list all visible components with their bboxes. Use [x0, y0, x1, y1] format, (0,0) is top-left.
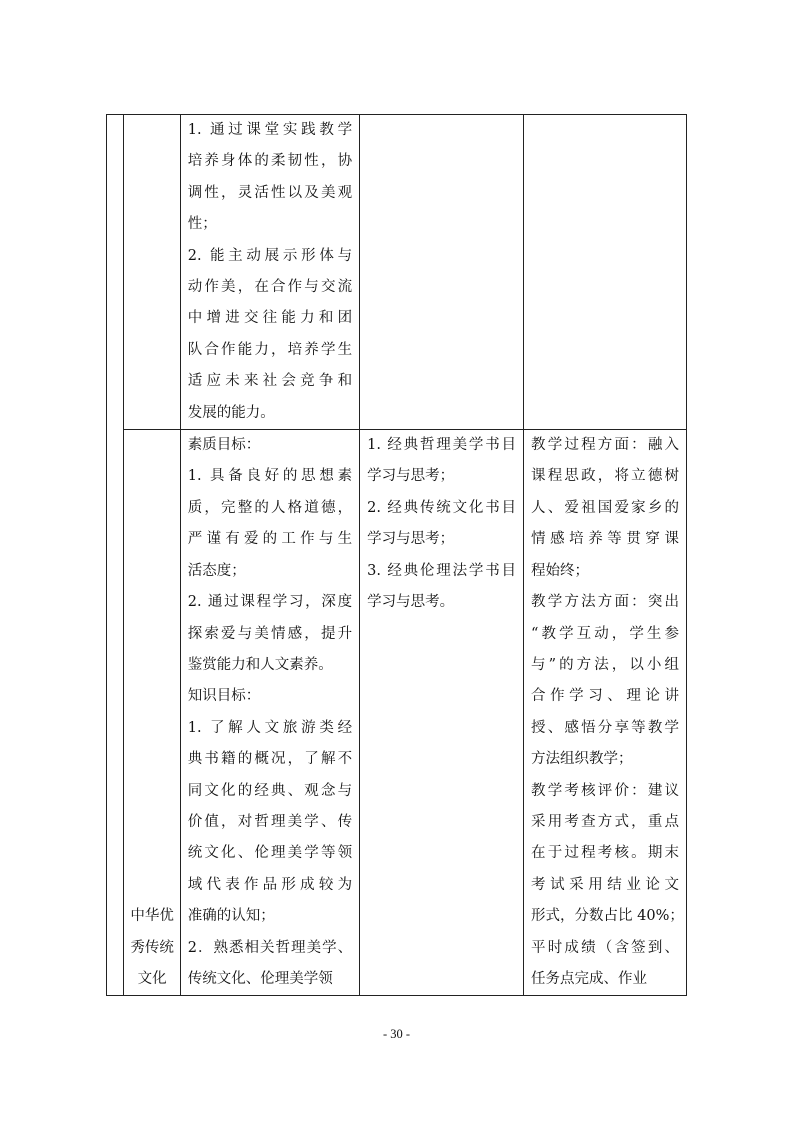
text-line: 教学过程方面：融入 [531, 437, 679, 454]
text-line: 课程思政，将立德树 [531, 468, 679, 485]
text-line: 平时成绩（含签到、 [531, 939, 679, 956]
text-line: 方法组织教学； [531, 751, 633, 768]
cell-paragraph [188, 461, 352, 587]
course-name-cell [124, 430, 180, 996]
text-line: 域代表作品形成较为 [187, 876, 353, 893]
requirements-cell [524, 430, 687, 996]
text-line: 探索爱与美情感，提升 [187, 625, 353, 642]
text-line: 价值，对哲理美学、传 [187, 813, 353, 830]
text-line: 秀传统 [130, 939, 174, 956]
text-line: 与”的方法，以小组 [531, 656, 679, 673]
text-line: 2. 通过课程学习，深度 [187, 594, 353, 611]
text-line: 学习与思考； [367, 531, 455, 548]
text-line: 中增进交往能力和团 [187, 310, 353, 327]
text-line: 2．熟悉相关哲理美学、 [187, 939, 353, 956]
text-line: 3. 经典伦理法学书目 [367, 562, 517, 579]
cell-paragraph [367, 556, 516, 619]
cell-paragraph [367, 430, 516, 493]
cell-paragraph [188, 681, 352, 712]
text-line: 质，完整的人格道德， [187, 499, 353, 516]
text-line: 发展的能力。 [187, 404, 275, 421]
text-line: 1. 经典哲理美学书目 [367, 437, 517, 454]
text-line: 准确的认知； [187, 908, 275, 925]
cell-paragraph [188, 115, 352, 241]
cell-paragraph [188, 713, 352, 933]
curriculum-table [106, 114, 687, 996]
text-line: 教学方法方面：突出 [531, 594, 679, 611]
index-cell [107, 115, 124, 996]
cell-paragraph [188, 587, 352, 681]
text-line: 鉴赏能力和人文素养。 [187, 656, 333, 673]
text-line: 统文化、伦理美学等领 [187, 845, 353, 862]
course-name-cell-empty [124, 115, 180, 430]
text-line: 传统文化、伦理美学领 [187, 970, 333, 987]
text-line: 学习与思考。 [367, 594, 455, 611]
text-line: 2. 经典传统文化书目 [367, 499, 517, 516]
text-line: 培养身体的柔韧性，协 [187, 153, 353, 170]
content-cell-empty [360, 115, 524, 430]
text-line: 文化 [137, 970, 167, 987]
text-line: 1. 通过课堂实践教学 [187, 122, 353, 138]
cell-paragraph [188, 430, 352, 461]
text-line: 1. 具备良好的思想素 [187, 468, 353, 485]
text-line: 任务点完成、作业 [531, 970, 648, 987]
text-line: 在于过程考核。期末 [531, 845, 679, 862]
table-row-1 [107, 115, 687, 430]
text-line: 人、爱祖国爱家乡的 [531, 499, 679, 516]
page-number: - 30 - [382, 1027, 411, 1041]
text-line: 典书籍的概况，了解不 [187, 751, 353, 768]
text-line: 素质目标： [187, 437, 261, 454]
text-line: 2. 能主动展示形体与 [187, 247, 353, 264]
text-line: 队合作能力，培养学生 [187, 341, 353, 358]
cell-paragraph [531, 776, 684, 996]
text-line: 中华优 [130, 908, 174, 925]
content-cell [360, 430, 524, 996]
table-row-2 [107, 430, 687, 996]
cell-paragraph [128, 901, 175, 995]
text-line: 形式，分数占比 40%； [531, 908, 684, 925]
requirements-cell-empty [524, 115, 687, 430]
text-line: 严谨有爱的工作与生 [187, 531, 353, 548]
text-line: 程始终； [531, 562, 590, 579]
goals-cell [180, 115, 359, 430]
text-line: 动作美，在合作与交流 [187, 279, 353, 296]
cell-paragraph [367, 493, 516, 556]
text-line: 调性，灵活性以及美观 [187, 184, 353, 201]
text-line: 授、感悟分享等教学 [531, 719, 679, 736]
text-line: 情感培养等贯穿课 [531, 531, 679, 548]
text-line: 适应未来社会竞争和 [187, 373, 353, 390]
text-line: 知识目标： [187, 688, 261, 705]
text-line: 学习与思考； [367, 468, 455, 485]
goals-cell [180, 430, 359, 996]
cell-paragraph [531, 587, 679, 775]
text-line: 性； [187, 216, 217, 233]
text-line: 活态度； [187, 562, 246, 579]
text-line: 同文化的经典、观念与 [187, 782, 353, 799]
text-line: 1. 了解人文旅游类经 [187, 719, 353, 736]
text-line: 采用考查方式，重点 [531, 813, 679, 830]
text-line: 教学考核评价：建议 [531, 782, 679, 799]
text-line: “教学互动，学生参 [531, 625, 679, 642]
cell-paragraph [188, 933, 352, 996]
cell-paragraph [188, 241, 352, 429]
text-line: 合作学习、理论讲 [531, 688, 679, 705]
cell-paragraph [531, 430, 679, 587]
text-line: 考试采用结业论文 [531, 876, 679, 893]
